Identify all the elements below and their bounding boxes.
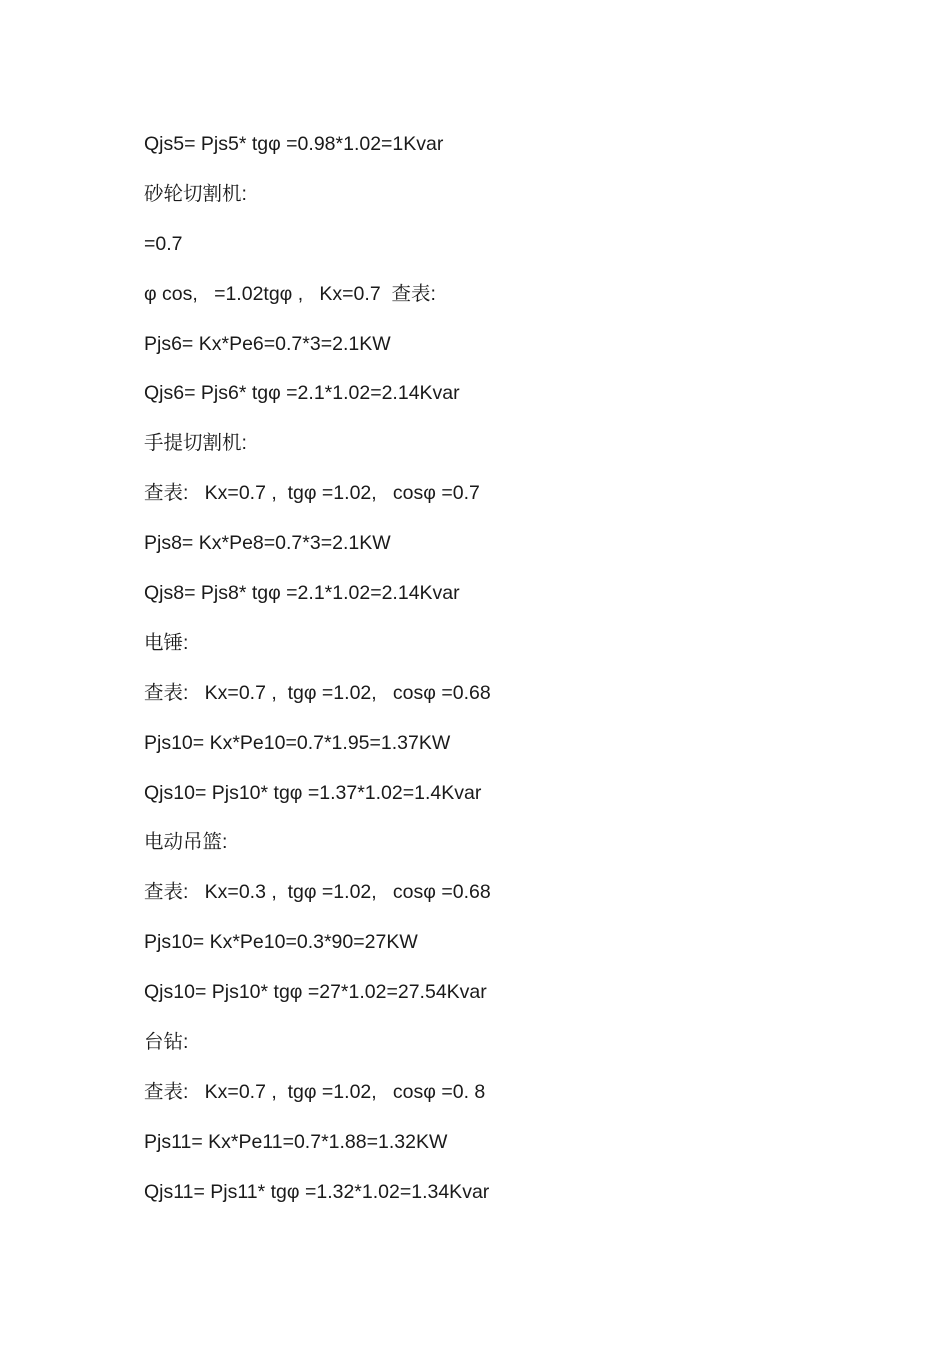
heading-grinding-cutter: 砂轮切割机: <box>144 182 247 205</box>
text-line-lookup-drill: 查表: Kx=0.7 , tgφ =1.02, cosφ =0. 8 <box>144 1080 486 1103</box>
text-line-qjs8: Qjs8= Pjs8* tgφ =2.1*1.02=2.14Kvar <box>144 582 460 605</box>
text-line-lookup-grinding: φ cos, =1.02tgφ , Kx=0.7 查表: <box>144 282 436 305</box>
text-line-lookup-hammer: 查表: Kx=0.7 , tgφ =1.02, cosφ =0.68 <box>144 681 491 704</box>
text-line-qjs6: Qjs6= Pjs6* tgφ =2.1*1.02=2.14Kvar <box>144 382 460 405</box>
text-line-qjs10-gondola: Qjs10= Pjs10* tgφ =27*1.02=27.54Kvar <box>144 981 487 1004</box>
text-line-pjs10-hammer: Pjs10= Kx*Pe10=0.7*1.95=1.37KW <box>144 731 451 754</box>
text-line-lookup-handheld: 查表: Kx=0.7 , tgφ =1.02, cosφ =0.7 <box>144 482 480 505</box>
text-line-value: =0.7 <box>144 232 183 255</box>
text-line-qjs10-hammer: Qjs10= Pjs10* tgφ =1.37*1.02=1.4Kvar <box>144 781 482 804</box>
document-body <box>144 128 904 1226</box>
text-line-qjs11: Qjs11= Pjs11* tgφ =1.32*1.02=1.34Kvar <box>144 1180 490 1203</box>
text-line-pjs6: Pjs6= Kx*Pe6=0.7*3=2.1KW <box>144 332 391 355</box>
text-line-lookup-gondola: 查表: Kx=0.3 , tgφ =1.02, cosφ =0.68 <box>144 881 491 904</box>
heading-bench-drill: 台钻: <box>144 1031 189 1054</box>
text-line-pjs11: Pjs11= Kx*Pe11=0.7*1.88=1.32KW <box>144 1130 448 1153</box>
heading-electric-hammer: 电锤: <box>144 631 189 654</box>
text-line-pjs8: Pjs8= Kx*Pe8=0.7*3=2.1KW <box>144 532 391 555</box>
text-line-qjs5: Qjs5= Pjs5* tgφ =0.98*1.02=1Kvar <box>144 133 444 155</box>
heading-electric-gondola: 电动吊篮: <box>144 831 228 854</box>
heading-handheld-cutter: 手提切割机: <box>144 432 247 455</box>
text-line-pjs10-gondola: Pjs10= Kx*Pe10=0.3*90=27KW <box>144 931 418 954</box>
